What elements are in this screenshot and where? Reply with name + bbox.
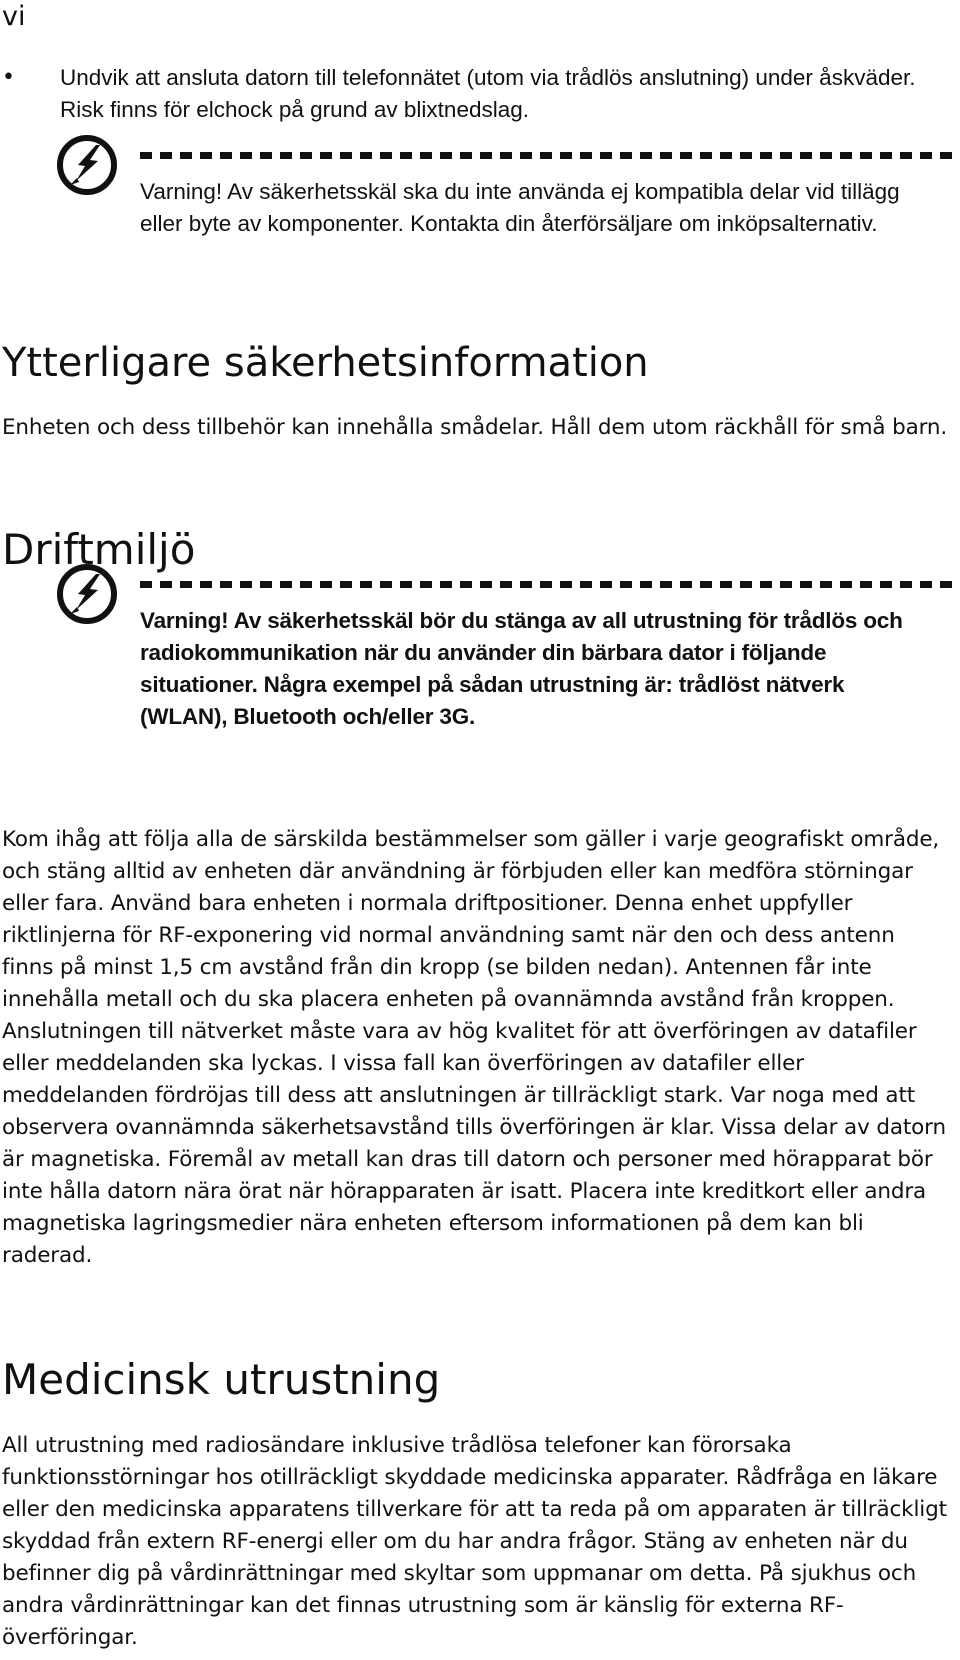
- lightning-warning-icon: [56, 134, 118, 196]
- section-body: All utrustning med radiosändare inklusive trådlösa telefoner kan förorsaka funktionsstörningar hos otillräckligt skyddade medicinska apparater. Rådfråga en läkare eller den medicinska apparatens tillverkare för att ta reda på om apparaten är tillräckligt skyddad från extern RF-energi eller om du har andra frågor. Stäng av enheten när du befinner dig på vårdinrättningar med skyltar som uppmanar om detta. På sjukhus och andra vårdinrättningar kan det finnas utrustning som är känslig för externa RF-överföringar.: [2, 1433, 947, 1650]
- section-body: Kom ihåg att följa alla de särskilda bestämmelser som gäller i varje geografiskt område, och stäng alltid av enheten där användning är förbjuden eller kan medföra störningar eller fara. Använd bara enheten i normala driftpositioner. Denna enhet uppfyller riktlinjerna för RF-exponering vid normal användning samt när den och dess antenn finns på minst 1,5 cm avstånd från din kropp (se bilden nedan). Antennen får inte innehålla metall och du ska placera enheten på ovannämnda avstånd från kroppen. Anslutningen till nätverket måste vara av hög kvalitet för att överföringen av datafiler eller meddelanden ska lyckas. I vissa fall kan överföringen av datafiler eller meddelanden fördröjas till dess att anslutningen är tillräckligt stark. Var noga med att observera ovannämnda säkerhetsavstånd tills överföringen är klar. Vissa delar av datorn är magnetiska. Föremål av metall kan dras till datorn och personer med hörapparat bör inte hålla datorn nära örat när hörapparaten är isatt. Placera inte kreditkort eller andra magnetiska lagringsmedier nära enheten eftersom informationen på dem kan bli raderad.: [2, 827, 946, 1268]
- bullet-text: Undvik att ansluta datorn till telefonnätet (utom via trådlös anslutning) under åskväder. Risk finns för elchock på grund av blixtnedslag.: [60, 65, 916, 122]
- section-heading: Medicinsk utrustning: [2, 1355, 441, 1404]
- warning-dashed-rule: [140, 581, 956, 588]
- warning-text: Varning! Av säkerhetsskäl ska du inte använda ej kompatibla delar vid tillägg eller byte av komponenter. Kontakta din återförsäljare om inköpsalternativ.: [140, 179, 900, 236]
- section-heading: Driftmiljö: [2, 525, 196, 574]
- warning-dashed-rule: [140, 152, 956, 159]
- page-number: vi: [2, 1, 26, 32]
- bullet-marker: •: [2, 65, 15, 90]
- warning-text: Varning! Av säkerhetsskäl bör du stänga av all utrustning för trådlös och radiokommunikation när du använder din bärbara dator i följande situationer. Några exempel på sådan utrustning är: trådlöst nätverk (WLAN), Bluetooth och/eller 3G.: [140, 608, 903, 729]
- lightning-warning-icon: [56, 563, 118, 625]
- section-body: Enheten och dess tillbehör kan innehålla smådelar. Håll dem utom räckhåll för små barn.: [2, 415, 948, 440]
- section-heading: Ytterligare säkerhetsinformation: [2, 340, 649, 386]
